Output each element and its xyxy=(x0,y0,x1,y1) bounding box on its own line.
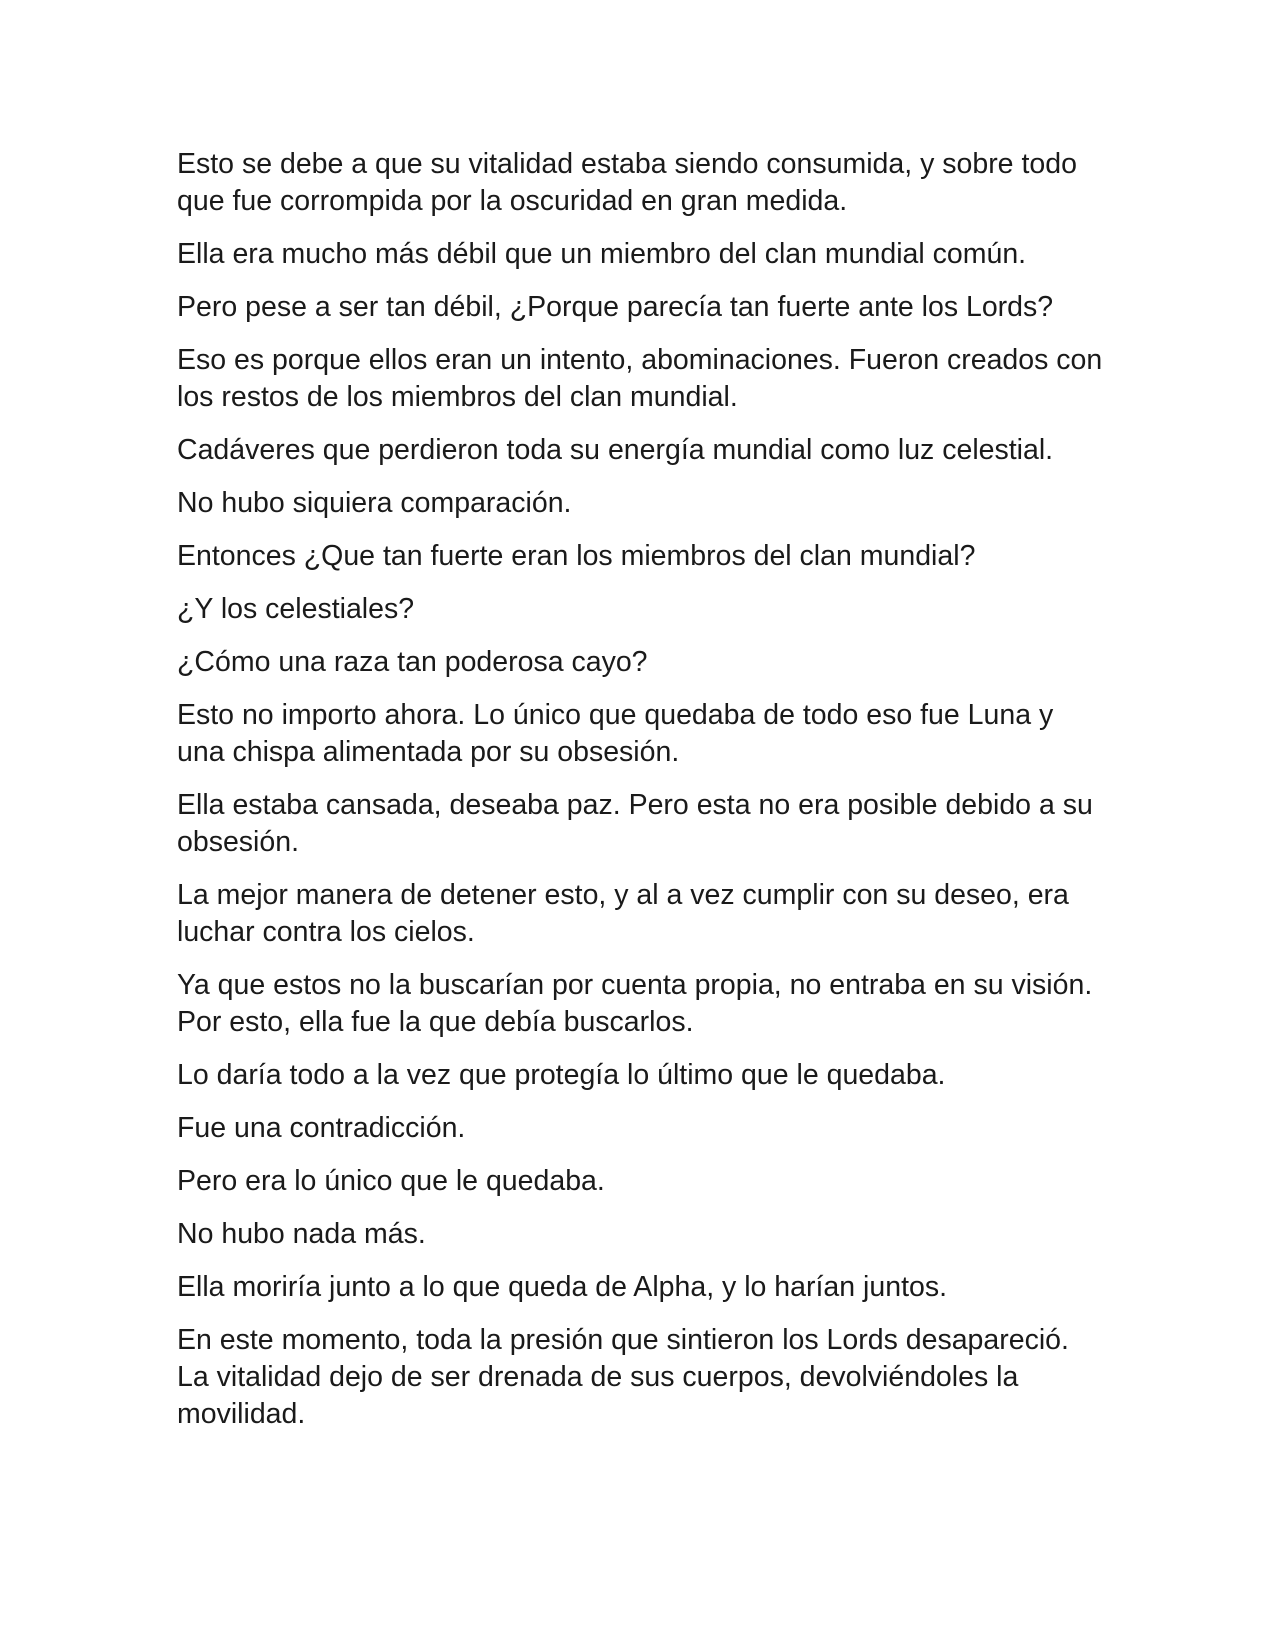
paragraph: Esto no importo ahora. Lo único que quedaba de todo eso fue Luna y una chispa alimentada por su obsesión. xyxy=(177,699,1054,768)
paragraph: Esto se debe a que su vitalidad estaba siendo consumida, y sobre todo que fue corrompida por la oscuridad en gran medida. xyxy=(177,148,1077,217)
paragraph: Lo daría todo a la vez que protegía lo último que le quedaba. xyxy=(177,1059,946,1091)
paragraph: ¿Y los celestiales? xyxy=(177,593,415,625)
paragraph: Pero pese a ser tan débil, ¿Porque parecía tan fuerte ante los Lords? xyxy=(177,291,1054,323)
paragraph: La mejor manera de detener esto, y al a vez cumplir con su deseo, era luchar contra los cielos. xyxy=(177,879,1069,948)
document-body xyxy=(177,146,1107,1449)
paragraph: Ella estaba cansada, deseaba paz. Pero esta no era posible debido a su obsesión. xyxy=(177,789,1093,858)
paragraph: Fue una contradicción. xyxy=(177,1112,466,1144)
paragraph: Cadáveres que perdieron toda su energía mundial como luz celestial. xyxy=(177,434,1054,466)
paragraph: En este momento, toda la presión que sintieron los Lords desapareció. La vitalidad dejo de ser drenada de sus cuerpos, devolviéndoles la movilidad. xyxy=(177,1324,1069,1430)
paragraph: Entonces ¿Que tan fuerte eran los miembros del clan mundial? xyxy=(177,540,976,572)
paragraph: Eso es porque ellos eran un intento, abominaciones. Fueron creados con los restos de los miembros del clan mundial. xyxy=(177,344,1103,413)
paragraph: ¿Cómo una raza tan poderosa cayo? xyxy=(177,646,648,678)
paragraph: No hubo nada más. xyxy=(177,1218,426,1250)
paragraph: Ya que estos no la buscarían por cuenta propia, no entraba en su visión. Por esto, ella fue la que debía buscarlos. xyxy=(177,969,1093,1038)
paragraph: Pero era lo único que le quedaba. xyxy=(177,1165,605,1197)
paragraph: Ella moriría junto a lo que queda de Alpha, y lo harían juntos. xyxy=(177,1271,948,1303)
paragraph: Ella era mucho más débil que un miembro del clan mundial común. xyxy=(177,238,1027,270)
paragraph: No hubo siquiera comparación. xyxy=(177,487,572,519)
